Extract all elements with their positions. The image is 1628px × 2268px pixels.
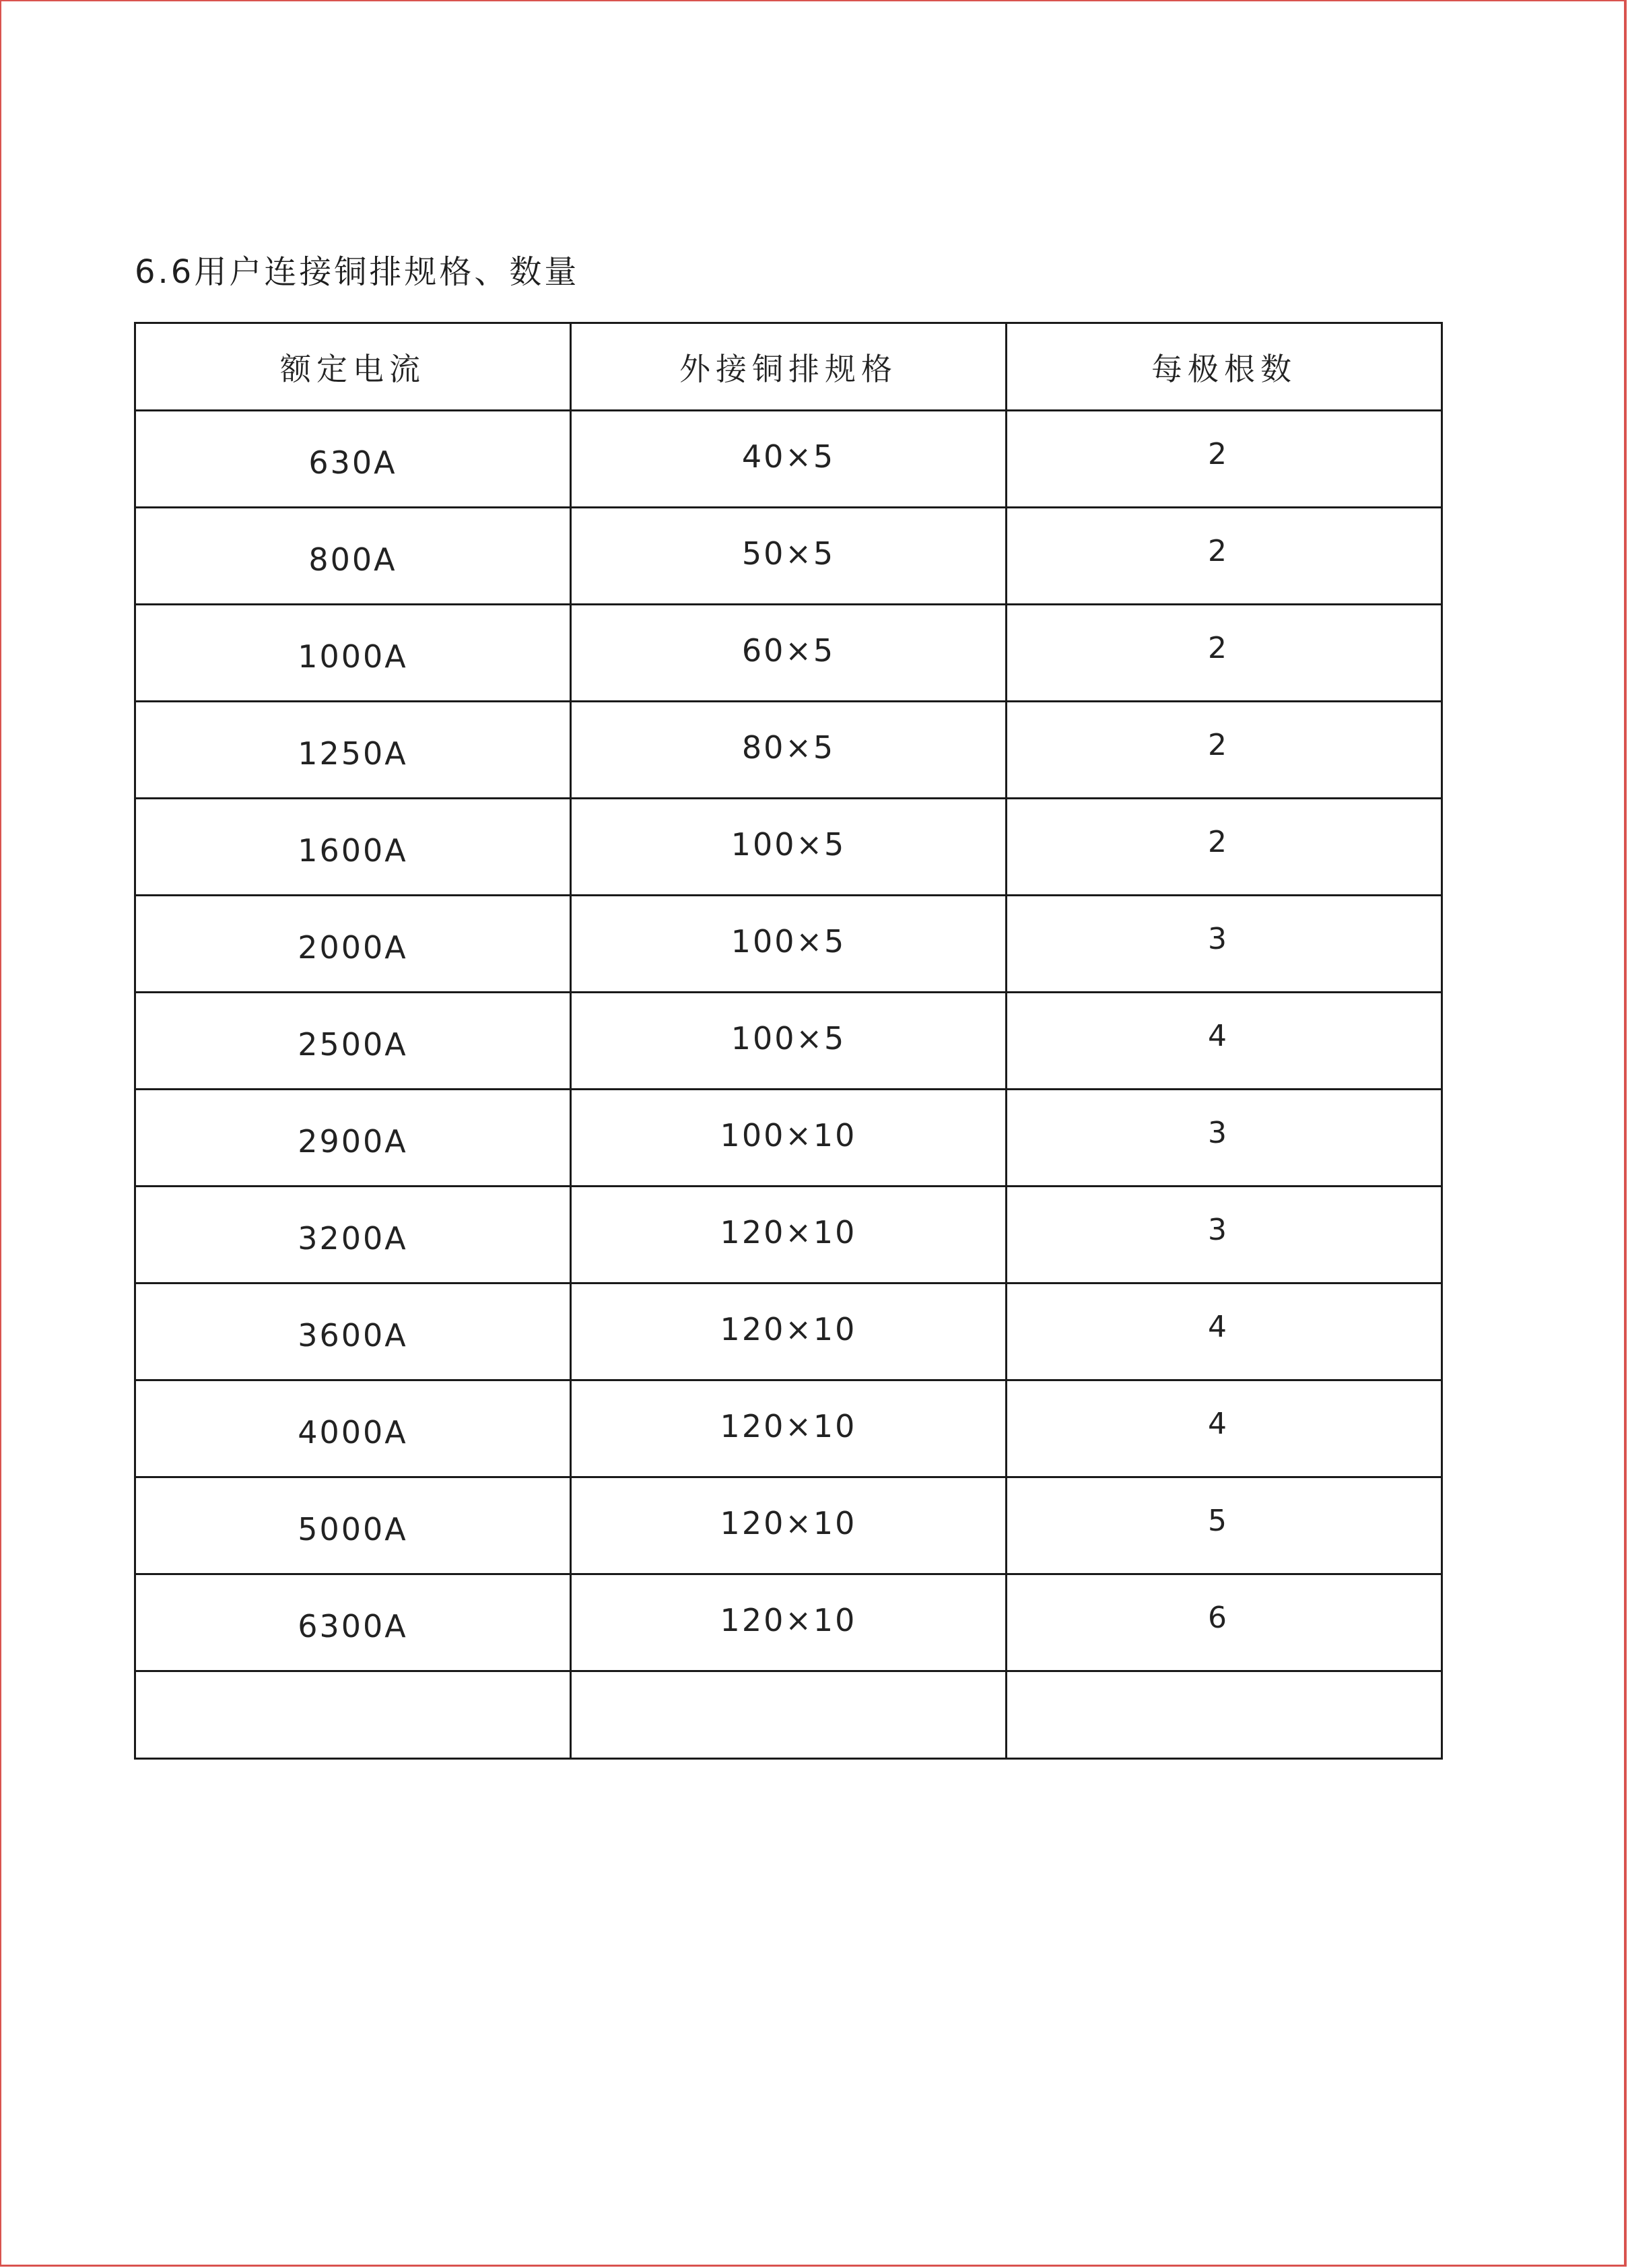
cell-busbar-spec: 100×5 — [571, 799, 1007, 896]
cell-count-per-pole: 2 — [1007, 411, 1442, 508]
table-row — [135, 1187, 1442, 1283]
table-row — [135, 605, 1442, 702]
table-row — [135, 411, 1442, 508]
cell-count-per-pole: 2 — [1007, 508, 1442, 605]
cell-rated-current — [135, 1671, 571, 1759]
cell-count-per-pole: 4 — [1007, 993, 1442, 1090]
cell-count-per-pole: 4 — [1007, 1283, 1442, 1380]
cell-rated-current: 6300A — [135, 1574, 571, 1671]
table-row — [135, 1090, 1442, 1187]
cell-busbar-spec: 120×10 — [571, 1477, 1007, 1574]
table-row — [135, 993, 1442, 1090]
cell-count-per-pole: 3 — [1007, 896, 1442, 993]
cell-busbar-spec: 100×5 — [571, 993, 1007, 1090]
table-row — [135, 799, 1442, 896]
cell-count-per-pole: 3 — [1007, 1090, 1442, 1187]
cell-busbar-spec: 120×10 — [571, 1574, 1007, 1671]
section-title: 6.6用户连接铜排规格、数量 — [135, 253, 580, 291]
cell-count-per-pole: 6 — [1007, 1574, 1442, 1671]
cell-busbar-spec: 100×5 — [571, 896, 1007, 993]
cell-busbar-spec: 60×5 — [571, 605, 1007, 702]
cell-rated-current: 3200A — [135, 1187, 571, 1283]
header-rated-current: 额定电流 — [135, 323, 571, 411]
cell-count-per-pole: 5 — [1007, 1477, 1442, 1574]
cell-count-per-pole: 2 — [1007, 799, 1442, 896]
cell-busbar-spec: 120×10 — [571, 1380, 1007, 1477]
table-row — [135, 1477, 1442, 1574]
cell-busbar-spec: 50×5 — [571, 508, 1007, 605]
cell-busbar-spec: 120×10 — [571, 1187, 1007, 1283]
cell-rated-current: 3600A — [135, 1283, 571, 1380]
header-count-per-pole: 每极根数 — [1007, 323, 1442, 411]
header-busbar-spec: 外接铜排规格 — [571, 323, 1007, 411]
cell-rated-current: 5000A — [135, 1477, 571, 1574]
cell-busbar-spec: 120×10 — [571, 1283, 1007, 1380]
cell-rated-current: 4000A — [135, 1380, 571, 1477]
table-row — [135, 1283, 1442, 1380]
table-row — [135, 896, 1442, 993]
cell-busbar-spec: 40×5 — [571, 411, 1007, 508]
cell-busbar-spec: 80×5 — [571, 702, 1007, 799]
table-row — [135, 1380, 1442, 1477]
cell-rated-current: 800A — [135, 508, 571, 605]
table-header-row — [135, 323, 1442, 411]
cell-rated-current: 630A — [135, 411, 571, 508]
cell-rated-current: 1250A — [135, 702, 571, 799]
cell-busbar-spec: 100×10 — [571, 1090, 1007, 1187]
cell-rated-current: 1000A — [135, 605, 571, 702]
cell-count-per-pole: 2 — [1007, 605, 1442, 702]
cell-busbar-spec — [571, 1671, 1007, 1759]
table-row — [135, 1574, 1442, 1671]
table-row-empty — [135, 1671, 1442, 1759]
cell-count-per-pole — [1007, 1671, 1442, 1759]
cell-count-per-pole: 2 — [1007, 702, 1442, 799]
cell-rated-current: 2900A — [135, 1090, 571, 1187]
cell-count-per-pole: 4 — [1007, 1380, 1442, 1477]
cell-rated-current: 1600A — [135, 799, 571, 896]
cell-rated-current: 2500A — [135, 993, 571, 1090]
busbar-spec-table — [134, 322, 1443, 1760]
table-row — [135, 702, 1442, 799]
cell-rated-current: 2000A — [135, 896, 571, 993]
cell-count-per-pole: 3 — [1007, 1187, 1442, 1283]
table-row — [135, 508, 1442, 605]
